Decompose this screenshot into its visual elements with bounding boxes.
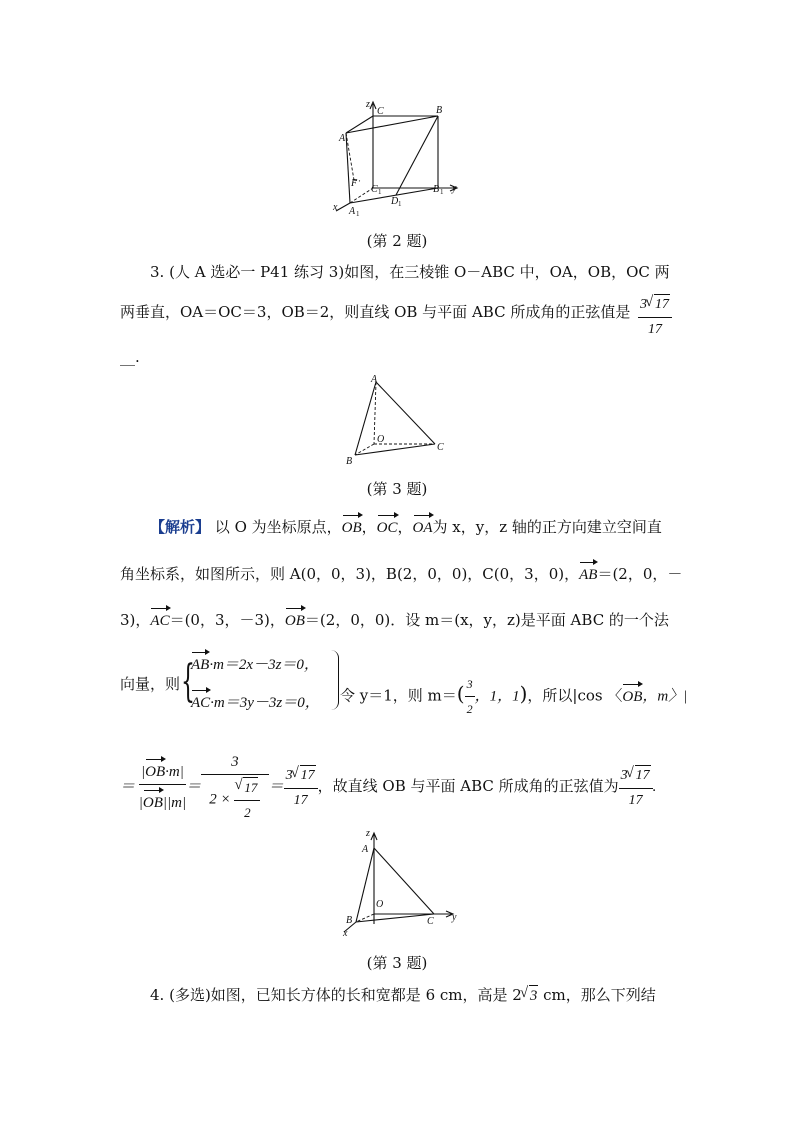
equation-1: AB·m＝2x－3z＝0，: [191, 657, 319, 673]
solution-line1: 【解析】 以 O 为坐标原点，OB，OC，OA为 x，y，z 轴的正方向建立空间直: [150, 518, 662, 536]
answer-num: 3: [640, 297, 647, 312]
vector-OC: OC: [376, 520, 398, 536]
label-B1-sub: 1: [440, 188, 444, 196]
label-B: B: [346, 456, 353, 466]
label-C: C: [427, 916, 434, 927]
question-number: 3.: [150, 263, 165, 281]
label-C: C: [437, 442, 444, 453]
question-3-line2: [120, 302, 720, 322]
label-F: F: [351, 178, 358, 189]
label-D1: D: [391, 196, 399, 207]
question-3-line1: [150, 262, 710, 282]
vector-OB: OB: [341, 520, 362, 536]
label-D1-sub: 1: [398, 200, 402, 208]
caption-fig3b: (第 3 题): [366, 954, 428, 972]
label-B: B: [346, 915, 353, 926]
vector-OB: OB: [284, 613, 305, 629]
right-paren: [330, 650, 339, 710]
solution-line4-rest: 令 y＝1，则 m＝( $\frac{3}{2}$ ，1，1)，所以|cos 〈OB，m〉|: [340, 674, 720, 719]
label-B: B: [436, 105, 443, 116]
question-text: 两垂直，OA＝OC＝3，OB＝2，则直线 OB 与平面 ABC 所成角的正弦值是: [120, 303, 631, 321]
label-C: C: [377, 106, 384, 117]
label-B1: B: [433, 184, 440, 195]
answer-fraction: [638, 294, 672, 340]
figure-q3a: [340, 372, 450, 466]
equation-2: AC·m＝3y－3z＝0，: [191, 695, 320, 711]
label-O: O: [377, 434, 385, 445]
label-y: y: [452, 912, 457, 923]
answer-rad: √ 17: [654, 294, 670, 315]
label-A1: A: [349, 206, 356, 217]
label-A: A: [339, 133, 346, 144]
label-C1-sub: 1: [378, 188, 382, 196]
question-text: (人 A 选必一 P41 练习 3)如图，在三棱锥 O－ABC 中，OA，OB，OC 两: [169, 263, 670, 281]
vector-OA: OA: [412, 520, 433, 536]
answer-tail: __.: [120, 348, 140, 366]
label-A: A: [362, 844, 369, 855]
label-x: x: [343, 928, 348, 939]
solution-line4-prefix: 向量，则: [120, 675, 181, 693]
label-A: A: [371, 374, 378, 385]
label-z: z: [366, 828, 370, 839]
solution-line5: ＝ $\frac{|OB\cdot m|}{|OB||m|}$ ＝ 3 2 × √ $\frac{17}{2}$ ＝ $\frac{3√ 17}{17}$ ，故直线 OB 与平面 ABC 所成角的正弦值为 $\frac{3√ 17}{17}$ .: [120, 752, 656, 823]
question-4-line1: 4. (多选)如图，已知长方体的长和宽都是 6 cm，高是 2√ 3 cm，那么下列结: [150, 985, 710, 1006]
label-C1: C: [371, 184, 378, 195]
vector-AC: AC: [150, 613, 170, 629]
figure-q3b: [334, 828, 464, 940]
label-O: O: [376, 899, 384, 910]
figure-q2: [330, 96, 470, 218]
vector-AB: AB: [579, 567, 598, 583]
left-brace: {: [181, 656, 195, 707]
solution-line3: 3)，AC＝(0，3，－3)，OB＝(2，0，0)．设 m＝(x，y，z)是平面 ABC 的一个法: [120, 611, 669, 629]
caption-fig3a: (第 3 题): [366, 480, 428, 498]
question-number: 4.: [150, 986, 165, 1004]
label-x: x: [333, 202, 338, 213]
label-y: y: [452, 183, 457, 194]
label-A1-sub: 1: [356, 210, 360, 218]
answer-den: 17: [648, 322, 662, 337]
solution-tag: 【解析】: [150, 518, 211, 536]
solution-line2: 角坐标系，如图所示，则 A(0，0，3)，B(2，0，0)，C(0，3，0)，AB＝(2，0，－: [120, 565, 683, 583]
label-z: z: [366, 99, 370, 110]
caption-fig2: (第 2 题): [366, 232, 428, 250]
